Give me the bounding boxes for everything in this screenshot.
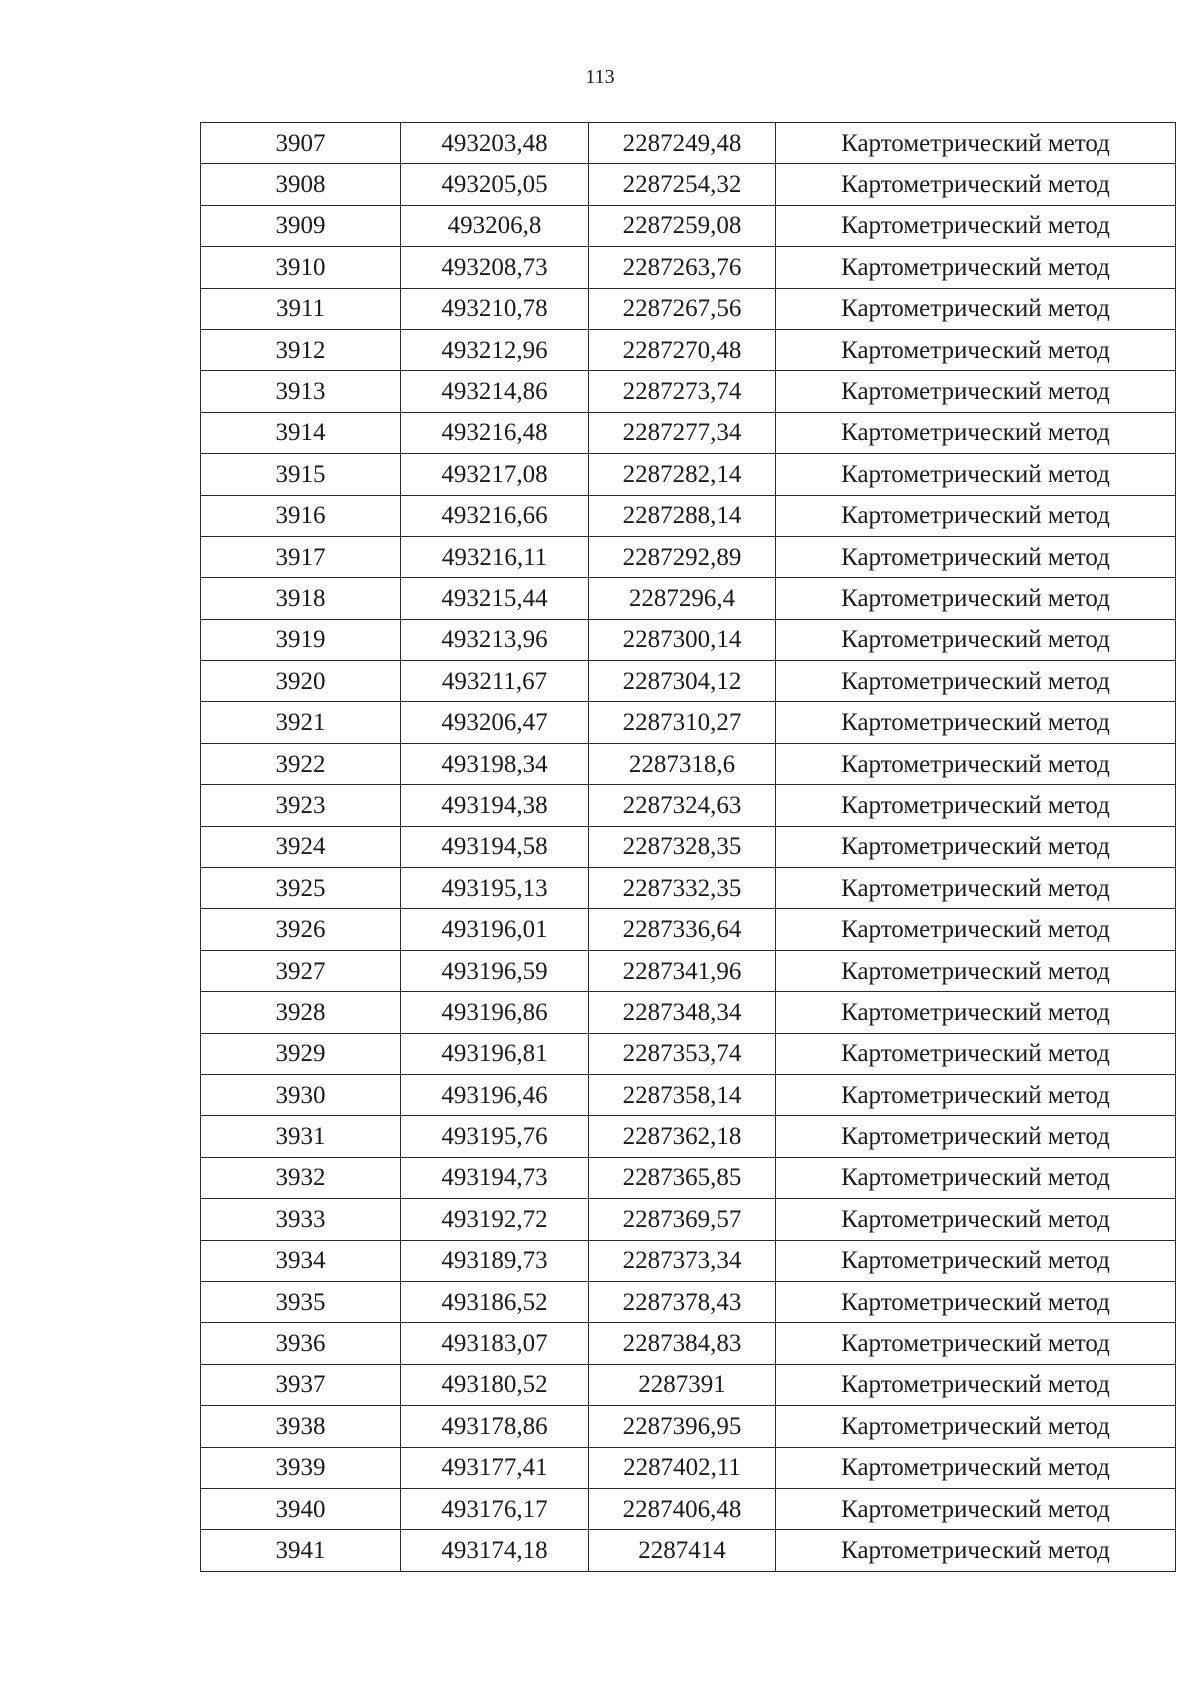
y-coordinate-cell: 2287414: [589, 1530, 776, 1571]
point-number-cell: 3925: [201, 868, 401, 909]
table-row: [201, 826, 1176, 867]
x-coordinate-cell: 493196,86: [401, 992, 589, 1033]
point-number-cell: 3918: [201, 578, 401, 619]
coordinates-table-body: [201, 123, 1176, 1572]
table-row: [201, 329, 1176, 370]
table-row: [201, 1364, 1176, 1405]
y-coordinate-cell: 2287378,43: [589, 1281, 776, 1322]
point-number-cell: 3933: [201, 1199, 401, 1240]
method-cell: Картометрический метод: [776, 1323, 1176, 1364]
method-cell: Картометрический метод: [776, 950, 1176, 991]
method-cell: Картометрический метод: [776, 1364, 1176, 1405]
table-row: [201, 1488, 1176, 1529]
method-cell: Картометрический метод: [776, 1281, 1176, 1322]
point-number-cell: 3913: [201, 371, 401, 412]
method-cell: Картометрический метод: [776, 1199, 1176, 1240]
x-coordinate-cell: 493205,05: [401, 164, 589, 205]
x-coordinate-cell: 493196,01: [401, 909, 589, 950]
y-coordinate-cell: 2287267,56: [589, 288, 776, 329]
point-number-cell: 3926: [201, 909, 401, 950]
y-coordinate-cell: 2287328,35: [589, 826, 776, 867]
y-coordinate-cell: 2287373,34: [589, 1240, 776, 1281]
point-number-cell: 3928: [201, 992, 401, 1033]
table-row: [201, 743, 1176, 784]
y-coordinate-cell: 2287362,18: [589, 1116, 776, 1157]
method-cell: Картометрический метод: [776, 454, 1176, 495]
method-cell: Картометрический метод: [776, 702, 1176, 743]
method-cell: Картометрический метод: [776, 1406, 1176, 1447]
table-row: [201, 950, 1176, 991]
x-coordinate-cell: 493194,38: [401, 785, 589, 826]
x-coordinate-cell: 493176,17: [401, 1488, 589, 1529]
method-cell: Картометрический метод: [776, 164, 1176, 205]
method-cell: Картометрический метод: [776, 578, 1176, 619]
table-row: [201, 1530, 1176, 1571]
table-row: [201, 619, 1176, 660]
table-row: [201, 661, 1176, 702]
table-row: [201, 1157, 1176, 1198]
y-coordinate-cell: 2287365,85: [589, 1157, 776, 1198]
coordinates-table: [200, 122, 1176, 1572]
y-coordinate-cell: 2287341,96: [589, 950, 776, 991]
method-cell: Картометрический метод: [776, 1240, 1176, 1281]
table-row: [201, 536, 1176, 577]
x-coordinate-cell: 493178,86: [401, 1406, 589, 1447]
method-cell: Картометрический метод: [776, 412, 1176, 453]
table-row: [201, 1116, 1176, 1157]
table-row: [201, 992, 1176, 1033]
x-coordinate-cell: 493183,07: [401, 1323, 589, 1364]
y-coordinate-cell: 2287332,35: [589, 868, 776, 909]
point-number-cell: 3911: [201, 288, 401, 329]
y-coordinate-cell: 2287348,34: [589, 992, 776, 1033]
y-coordinate-cell: 2287254,32: [589, 164, 776, 205]
method-cell: Картометрический метод: [776, 743, 1176, 784]
y-coordinate-cell: 2287304,12: [589, 661, 776, 702]
table-row: [201, 909, 1176, 950]
y-coordinate-cell: 2287310,27: [589, 702, 776, 743]
x-coordinate-cell: 493177,41: [401, 1447, 589, 1488]
x-coordinate-cell: 493195,13: [401, 868, 589, 909]
method-cell: Картометрический метод: [776, 205, 1176, 246]
method-cell: Картометрический метод: [776, 123, 1176, 164]
y-coordinate-cell: 2287318,6: [589, 743, 776, 784]
method-cell: Картометрический метод: [776, 661, 1176, 702]
y-coordinate-cell: 2287292,89: [589, 536, 776, 577]
x-coordinate-cell: 493217,08: [401, 454, 589, 495]
method-cell: Картометрический метод: [776, 288, 1176, 329]
x-coordinate-cell: 493196,59: [401, 950, 589, 991]
point-number-cell: 3932: [201, 1157, 401, 1198]
point-number-cell: 3908: [201, 164, 401, 205]
x-coordinate-cell: 493215,44: [401, 578, 589, 619]
x-coordinate-cell: 493216,48: [401, 412, 589, 453]
method-cell: Картометрический метод: [776, 1157, 1176, 1198]
point-number-cell: 3917: [201, 536, 401, 577]
method-cell: Картометрический метод: [776, 909, 1176, 950]
table-row: [201, 123, 1176, 164]
y-coordinate-cell: 2287296,4: [589, 578, 776, 619]
point-number-cell: 3920: [201, 661, 401, 702]
x-coordinate-cell: 493198,34: [401, 743, 589, 784]
point-number-cell: 3935: [201, 1281, 401, 1322]
point-number-cell: 3939: [201, 1447, 401, 1488]
point-number-cell: 3941: [201, 1530, 401, 1571]
method-cell: Картометрический метод: [776, 1488, 1176, 1529]
method-cell: Картометрический метод: [776, 536, 1176, 577]
y-coordinate-cell: 2287273,74: [589, 371, 776, 412]
table-row: [201, 1074, 1176, 1115]
x-coordinate-cell: 493212,96: [401, 329, 589, 370]
table-row: [201, 1447, 1176, 1488]
table-row: [201, 247, 1176, 288]
page-number: 113: [585, 66, 615, 88]
point-number-cell: 3930: [201, 1074, 401, 1115]
y-coordinate-cell: 2287249,48: [589, 123, 776, 164]
y-coordinate-cell: 2287384,83: [589, 1323, 776, 1364]
point-number-cell: 3912: [201, 329, 401, 370]
table-row: [201, 288, 1176, 329]
table-row: [201, 1406, 1176, 1447]
point-number-cell: 3931: [201, 1116, 401, 1157]
point-number-cell: 3927: [201, 950, 401, 991]
point-number-cell: 3921: [201, 702, 401, 743]
x-coordinate-cell: 493192,72: [401, 1199, 589, 1240]
point-number-cell: 3914: [201, 412, 401, 453]
point-number-cell: 3938: [201, 1406, 401, 1447]
method-cell: Картометрический метод: [776, 826, 1176, 867]
table-row: [201, 371, 1176, 412]
y-coordinate-cell: 2287270,48: [589, 329, 776, 370]
y-coordinate-cell: 2287288,14: [589, 495, 776, 536]
table-row: [201, 868, 1176, 909]
x-coordinate-cell: 493211,67: [401, 661, 589, 702]
x-coordinate-cell: 493206,47: [401, 702, 589, 743]
method-cell: Картометрический метод: [776, 495, 1176, 536]
method-cell: Картометрический метод: [776, 371, 1176, 412]
x-coordinate-cell: 493174,18: [401, 1530, 589, 1571]
x-coordinate-cell: 493210,78: [401, 288, 589, 329]
table-row: [201, 412, 1176, 453]
y-coordinate-cell: 2287324,63: [589, 785, 776, 826]
point-number-cell: 3934: [201, 1240, 401, 1281]
x-coordinate-cell: 493213,96: [401, 619, 589, 660]
x-coordinate-cell: 493214,86: [401, 371, 589, 412]
x-coordinate-cell: 493194,73: [401, 1157, 589, 1198]
method-cell: Картометрический метод: [776, 619, 1176, 660]
y-coordinate-cell: 2287406,48: [589, 1488, 776, 1529]
x-coordinate-cell: 493196,46: [401, 1074, 589, 1115]
method-cell: Картометрический метод: [776, 868, 1176, 909]
method-cell: Картометрический метод: [776, 1033, 1176, 1074]
x-coordinate-cell: 493194,58: [401, 826, 589, 867]
method-cell: Картометрический метод: [776, 247, 1176, 288]
method-cell: Картометрический метод: [776, 1530, 1176, 1571]
y-coordinate-cell: 2287336,64: [589, 909, 776, 950]
table-row: [201, 1199, 1176, 1240]
point-number-cell: 3940: [201, 1488, 401, 1529]
table-row: [201, 495, 1176, 536]
point-number-cell: 3907: [201, 123, 401, 164]
table-row: [201, 785, 1176, 826]
x-coordinate-cell: 493216,11: [401, 536, 589, 577]
x-coordinate-cell: 493203,48: [401, 123, 589, 164]
y-coordinate-cell: 2287263,76: [589, 247, 776, 288]
table-row: [201, 1323, 1176, 1364]
x-coordinate-cell: 493196,81: [401, 1033, 589, 1074]
table-row: [201, 454, 1176, 495]
y-coordinate-cell: 2287282,14: [589, 454, 776, 495]
y-coordinate-cell: 2287402,11: [589, 1447, 776, 1488]
y-coordinate-cell: 2287300,14: [589, 619, 776, 660]
point-number-cell: 3910: [201, 247, 401, 288]
y-coordinate-cell: 2287369,57: [589, 1199, 776, 1240]
table-row: [201, 164, 1176, 205]
x-coordinate-cell: 493216,66: [401, 495, 589, 536]
x-coordinate-cell: 493180,52: [401, 1364, 589, 1405]
method-cell: Картометрический метод: [776, 1074, 1176, 1115]
table-row: [201, 702, 1176, 743]
point-number-cell: 3923: [201, 785, 401, 826]
x-coordinate-cell: 493206,8: [401, 205, 589, 246]
point-number-cell: 3915: [201, 454, 401, 495]
table-row: [201, 1281, 1176, 1322]
point-number-cell: 3909: [201, 205, 401, 246]
y-coordinate-cell: 2287259,08: [589, 205, 776, 246]
point-number-cell: 3937: [201, 1364, 401, 1405]
y-coordinate-cell: 2287396,95: [589, 1406, 776, 1447]
table-row: [201, 578, 1176, 619]
method-cell: Картометрический метод: [776, 1116, 1176, 1157]
x-coordinate-cell: 493208,73: [401, 247, 589, 288]
table-row: [201, 1033, 1176, 1074]
point-number-cell: 3919: [201, 619, 401, 660]
table-row: [201, 1240, 1176, 1281]
method-cell: Картометрический метод: [776, 1447, 1176, 1488]
method-cell: Картометрический метод: [776, 329, 1176, 370]
point-number-cell: 3924: [201, 826, 401, 867]
x-coordinate-cell: 493189,73: [401, 1240, 589, 1281]
point-number-cell: 3936: [201, 1323, 401, 1364]
y-coordinate-cell: 2287391: [589, 1364, 776, 1405]
table-row: [201, 205, 1176, 246]
method-cell: Картометрический метод: [776, 992, 1176, 1033]
y-coordinate-cell: 2287353,74: [589, 1033, 776, 1074]
method-cell: Картометрический метод: [776, 785, 1176, 826]
y-coordinate-cell: 2287358,14: [589, 1074, 776, 1115]
point-number-cell: 3922: [201, 743, 401, 784]
y-coordinate-cell: 2287277,34: [589, 412, 776, 453]
x-coordinate-cell: 493195,76: [401, 1116, 589, 1157]
point-number-cell: 3929: [201, 1033, 401, 1074]
point-number-cell: 3916: [201, 495, 401, 536]
x-coordinate-cell: 493186,52: [401, 1281, 589, 1322]
